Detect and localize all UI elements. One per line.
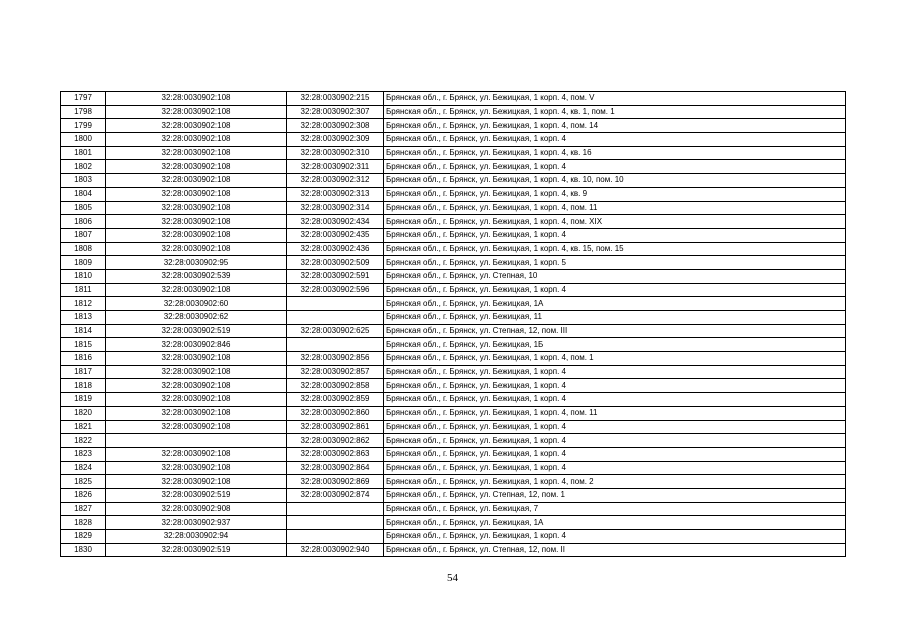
parent-cadastral-cell: 32:28:0030902:519: [106, 488, 287, 502]
table-row: [61, 420, 846, 434]
parent-cadastral-cell: 32:28:0030902:108: [106, 447, 287, 461]
table-row: [61, 174, 846, 188]
row-number-cell: 1805: [61, 201, 106, 215]
parent-cadastral-cell: 32:28:0030902:108: [106, 92, 287, 106]
parent-cadastral-cell: 32:28:0030902:108: [106, 215, 287, 229]
cadastral-number-cell: 32:28:0030902:313: [287, 187, 384, 201]
row-number-cell: 1808: [61, 242, 106, 256]
cadastral-number-cell: 32:28:0030902:310: [287, 146, 384, 160]
row-number-cell: 1814: [61, 324, 106, 338]
parent-cadastral-cell: 32:28:0030902:108: [106, 133, 287, 147]
cadastral-number-cell: 32:28:0030902:625: [287, 324, 384, 338]
row-number-cell: 1823: [61, 447, 106, 461]
cadastral-number-cell: 32:28:0030902:940: [287, 543, 384, 557]
cadastral-number-cell: 32:28:0030902:856: [287, 352, 384, 366]
parent-cadastral-cell: 32:28:0030902:62: [106, 311, 287, 325]
table-row: [61, 187, 846, 201]
row-number-cell: 1821: [61, 420, 106, 434]
parent-cadastral-cell: 32:28:0030902:108: [106, 393, 287, 407]
table-row: [61, 447, 846, 461]
address-cell: Брянская обл., г. Брянск, ул. Бежицкая, 1А: [384, 516, 846, 530]
row-number-cell: 1820: [61, 406, 106, 420]
table-row: [61, 338, 846, 352]
address-cell: Брянская обл., г. Брянск, ул. Бежицкая, 1 корп. 4: [384, 160, 846, 174]
row-number-cell: 1803: [61, 174, 106, 188]
address-cell: Брянская обл., г. Брянск, ул. Бежицкая, 1 корп. 4, пом. V: [384, 92, 846, 106]
row-number-cell: 1816: [61, 352, 106, 366]
cadastral-number-cell: 32:28:0030902:307: [287, 105, 384, 119]
table-row: [61, 146, 846, 160]
table-row: [61, 324, 846, 338]
parent-cadastral-cell: 32:28:0030902:108: [106, 242, 287, 256]
parent-cadastral-cell: 32:28:0030902:519: [106, 543, 287, 557]
address-cell: Брянская обл., г. Брянск, ул. Бежицкая, 1 корп. 4: [384, 393, 846, 407]
row-number-cell: 1807: [61, 228, 106, 242]
row-number-cell: 1826: [61, 488, 106, 502]
cadastral-number-cell: 32:28:0030902:509: [287, 256, 384, 270]
row-number-cell: 1815: [61, 338, 106, 352]
cadastral-number-cell: [287, 502, 384, 516]
row-number-cell: 1827: [61, 502, 106, 516]
address-cell: Брянская обл., г. Брянск, ул. Бежицкая, 1 корп. 4, кв. 16: [384, 146, 846, 160]
table-row: [61, 365, 846, 379]
address-cell: Брянская обл., г. Брянск, ул. Бежицкая, 1 корп. 4, пом. 11: [384, 201, 846, 215]
address-cell: Брянская обл., г. Брянск, ул. Степная, 12, пом. II: [384, 543, 846, 557]
row-number-cell: 1825: [61, 475, 106, 489]
cadastral-number-cell: [287, 311, 384, 325]
table-row: [61, 256, 846, 270]
table-row: [61, 242, 846, 256]
cadastral-number-cell: 32:28:0030902:311: [287, 160, 384, 174]
address-cell: Брянская обл., г. Брянск, ул. Бежицкая, 7: [384, 502, 846, 516]
address-cell: Брянская обл., г. Брянск, ул. Бежицкая, 1 корп. 4, кв. 1, пом. 1: [384, 105, 846, 119]
parent-cadastral-cell: 32:28:0030902:108: [106, 365, 287, 379]
table-row: [61, 475, 846, 489]
cadastral-number-cell: [287, 338, 384, 352]
parent-cadastral-cell: 32:28:0030902:108: [106, 406, 287, 420]
address-cell: Брянская обл., г. Брянск, ул. Бежицкая, 1 корп. 4, кв. 15, пом. 15: [384, 242, 846, 256]
row-number-cell: 1829: [61, 530, 106, 544]
cadastral-number-cell: 32:28:0030902:858: [287, 379, 384, 393]
row-number-cell: 1819: [61, 393, 106, 407]
address-cell: Брянская обл., г. Брянск, ул. Бежицкая, 1 корп. 4: [384, 434, 846, 448]
row-number-cell: 1828: [61, 516, 106, 530]
row-number-cell: 1799: [61, 119, 106, 133]
address-cell: Брянская обл., г. Брянск, ул. Степная, 12, пом. III: [384, 324, 846, 338]
parent-cadastral-cell: 32:28:0030902:108: [106, 228, 287, 242]
cadastral-number-cell: 32:28:0030902:860: [287, 406, 384, 420]
cadastral-number-cell: 32:28:0030902:863: [287, 447, 384, 461]
parent-cadastral-cell: 32:28:0030902:108: [106, 461, 287, 475]
address-cell: Брянская обл., г. Брянск, ул. Бежицкая, 1 корп. 4: [384, 365, 846, 379]
row-number-cell: 1813: [61, 311, 106, 325]
parent-cadastral-cell: 32:28:0030902:108: [106, 420, 287, 434]
cadastral-number-cell: 32:28:0030902:314: [287, 201, 384, 215]
parent-cadastral-cell: 32:28:0030902:95: [106, 256, 287, 270]
table-row: [61, 228, 846, 242]
parent-cadastral-cell: 32:28:0030902:539: [106, 269, 287, 283]
address-cell: Брянская обл., г. Брянск, ул. Бежицкая, 1 корп. 4, пом. XIX: [384, 215, 846, 229]
address-cell: Брянская обл., г. Брянск, ул. Бежицкая, 1 корп. 4, пом. 11: [384, 406, 846, 420]
address-cell: Брянская обл., г. Брянск, ул. Степная, 12, пом. 1: [384, 488, 846, 502]
row-number-cell: 1800: [61, 133, 106, 147]
table-row: [61, 283, 846, 297]
parent-cadastral-cell: 32:28:0030902:108: [106, 352, 287, 366]
cadastral-number-cell: 32:28:0030902:312: [287, 174, 384, 188]
table-row: [61, 516, 846, 530]
row-number-cell: 1804: [61, 187, 106, 201]
table-row: [61, 352, 846, 366]
row-number-cell: 1822: [61, 434, 106, 448]
row-number-cell: 1811: [61, 283, 106, 297]
cadastral-table: [60, 91, 846, 557]
row-number-cell: 1802: [61, 160, 106, 174]
cadastral-number-cell: 32:28:0030902:591: [287, 269, 384, 283]
parent-cadastral-cell: 32:28:0030902:108: [106, 119, 287, 133]
address-cell: Брянская обл., г. Брянск, ул. Бежицкая, 1 корп. 4: [384, 228, 846, 242]
table-row: [61, 461, 846, 475]
parent-cadastral-cell: 32:28:0030902:108: [106, 201, 287, 215]
row-number-cell: 1818: [61, 379, 106, 393]
page-number: 54: [447, 572, 458, 584]
address-cell: Брянская обл., г. Брянск, ул. Бежицкая, 1А: [384, 297, 846, 311]
cadastral-number-cell: 32:28:0030902:861: [287, 420, 384, 434]
parent-cadastral-cell: 32:28:0030902:60: [106, 297, 287, 311]
row-number-cell: 1810: [61, 269, 106, 283]
table-row: [61, 119, 846, 133]
table-row: [61, 393, 846, 407]
table-row: [61, 311, 846, 325]
row-number-cell: 1817: [61, 365, 106, 379]
address-cell: Брянская обл., г. Брянск, ул. Бежицкая, 1 корп. 4, пом. 14: [384, 119, 846, 133]
address-cell: Брянская обл., г. Брянск, ул. Бежицкая, 1 корп. 5: [384, 256, 846, 270]
cadastral-number-cell: 32:28:0030902:215: [287, 92, 384, 106]
address-cell: Брянская обл., г. Брянск, ул. Бежицкая, 1 корп. 4: [384, 420, 846, 434]
row-number-cell: 1798: [61, 105, 106, 119]
address-cell: Брянская обл., г. Брянск, ул. Бежицкая, 1Б: [384, 338, 846, 352]
table-row: [61, 379, 846, 393]
cadastral-number-cell: 32:28:0030902:435: [287, 228, 384, 242]
address-cell: Брянская обл., г. Брянск, ул. Бежицкая, 1 корп. 4: [384, 530, 846, 544]
parent-cadastral-cell: 32:28:0030902:108: [106, 283, 287, 297]
cadastral-number-cell: 32:28:0030902:869: [287, 475, 384, 489]
cadastral-number-cell: [287, 297, 384, 311]
parent-cadastral-cell: 32:28:0030902:94: [106, 530, 287, 544]
cadastral-number-cell: 32:28:0030902:596: [287, 283, 384, 297]
parent-cadastral-cell: 32:28:0030902:519: [106, 324, 287, 338]
table-row: [61, 502, 846, 516]
table-row: [61, 297, 846, 311]
address-cell: Брянская обл., г. Брянск, ул. Бежицкая, 1 корп. 4, пом. 1: [384, 352, 846, 366]
parent-cadastral-cell: 32:28:0030902:937: [106, 516, 287, 530]
table-row: [61, 133, 846, 147]
row-number-cell: 1830: [61, 543, 106, 557]
row-number-cell: 1797: [61, 92, 106, 106]
cadastral-number-cell: 32:28:0030902:874: [287, 488, 384, 502]
address-cell: Брянская обл., г. Брянск, ул. Бежицкая, 1 корп. 4, кв. 10, пом. 10: [384, 174, 846, 188]
table-row: [61, 215, 846, 229]
parent-cadastral-cell: 32:28:0030902:108: [106, 160, 287, 174]
address-cell: Брянская обл., г. Брянск, ул. Бежицкая, 1 корп. 4: [384, 283, 846, 297]
table-row: [61, 434, 846, 448]
cadastral-number-cell: 32:28:0030902:862: [287, 434, 384, 448]
table-row: [61, 406, 846, 420]
row-number-cell: 1806: [61, 215, 106, 229]
parent-cadastral-cell: 32:28:0030902:108: [106, 379, 287, 393]
table-row: [61, 269, 846, 283]
table-body: [61, 92, 846, 557]
address-cell: Брянская обл., г. Брянск, ул. Степная, 10: [384, 269, 846, 283]
table-row: [61, 201, 846, 215]
row-number-cell: 1812: [61, 297, 106, 311]
address-cell: Брянская обл., г. Брянск, ул. Бежицкая, 1 корп. 4: [384, 447, 846, 461]
cadastral-number-cell: 32:28:0030902:436: [287, 242, 384, 256]
parent-cadastral-cell: 32:28:0030902:908: [106, 502, 287, 516]
row-number-cell: 1824: [61, 461, 106, 475]
parent-cadastral-cell: 32:28:0030902:846: [106, 338, 287, 352]
table-row: [61, 488, 846, 502]
parent-cadastral-cell: 32:28:0030902:108: [106, 187, 287, 201]
table-row: [61, 92, 846, 106]
address-cell: Брянская обл., г. Брянск, ул. Бежицкая, 11: [384, 311, 846, 325]
table-row: [61, 530, 846, 544]
table-row: [61, 105, 846, 119]
parent-cadastral-cell: 32:28:0030902:108: [106, 475, 287, 489]
cadastral-number-cell: 32:28:0030902:857: [287, 365, 384, 379]
parent-cadastral-cell: 32:28:0030902:108: [106, 105, 287, 119]
address-cell: Брянская обл., г. Брянск, ул. Бежицкая, 1 корп. 4: [384, 461, 846, 475]
parent-cadastral-cell: 32:28:0030902:108: [106, 146, 287, 160]
row-number-cell: 1801: [61, 146, 106, 160]
cadastral-number-cell: 32:28:0030902:864: [287, 461, 384, 475]
cadastral-number-cell: 32:28:0030902:859: [287, 393, 384, 407]
cadastral-number-cell: [287, 516, 384, 530]
address-cell: Брянская обл., г. Брянск, ул. Бежицкая, 1 корп. 4, пом. 2: [384, 475, 846, 489]
cadastral-number-cell: 32:28:0030902:309: [287, 133, 384, 147]
table-row: [61, 543, 846, 557]
cadastral-number-cell: [287, 530, 384, 544]
table-row: [61, 160, 846, 174]
address-cell: Брянская обл., г. Брянск, ул. Бежицкая, 1 корп. 4: [384, 133, 846, 147]
parent-cadastral-cell: [106, 434, 287, 448]
address-cell: Брянская обл., г. Брянск, ул. Бежицкая, 1 корп. 4: [384, 379, 846, 393]
cadastral-number-cell: 32:28:0030902:434: [287, 215, 384, 229]
row-number-cell: 1809: [61, 256, 106, 270]
cadastral-number-cell: 32:28:0030902:308: [287, 119, 384, 133]
address-cell: Брянская обл., г. Брянск, ул. Бежицкая, 1 корп. 4, кв. 9: [384, 187, 846, 201]
parent-cadastral-cell: 32:28:0030902:108: [106, 174, 287, 188]
